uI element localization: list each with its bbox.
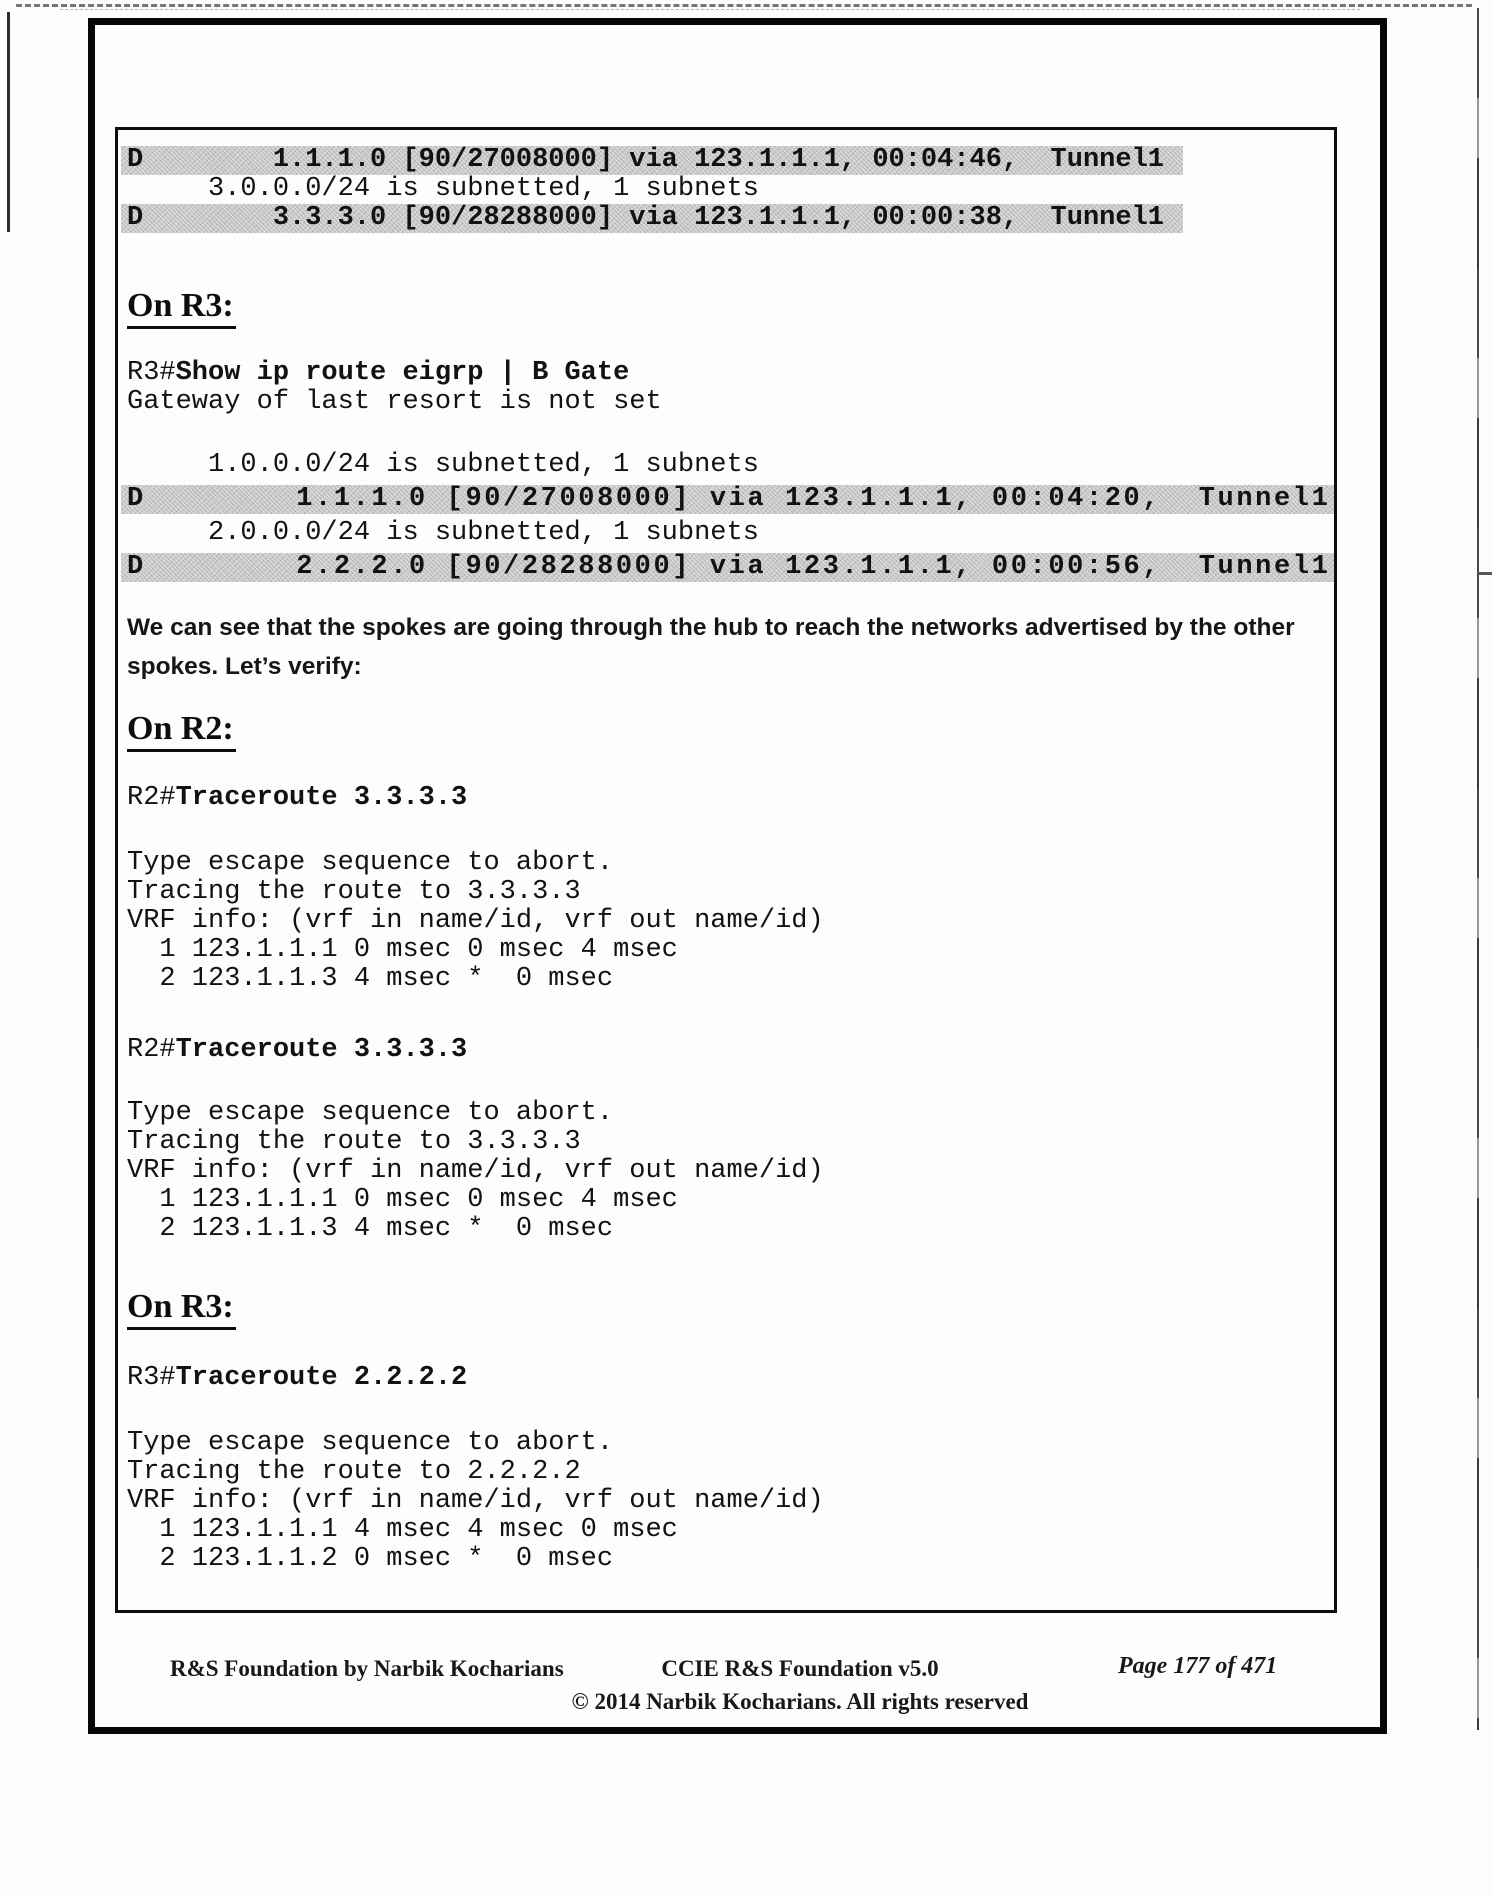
terminal-line: Type escape sequence to abort.	[127, 1428, 614, 1458]
route-line-highlighted: D 1.1.1.0 [90/27008000] via 123.1.1.1, 00:04:20, Tunnel1	[121, 485, 1337, 514]
section-heading-on-r3-2: On R3:	[127, 1288, 236, 1330]
commentary-line-1: We can see that the spokes are going through the hub to reach the networks advertised by the other	[127, 614, 1295, 641]
footer-copyright: © 2014 Narbik Kocharians. All rights reserved	[571, 1689, 1029, 1714]
footer-center-block	[540, 1656, 1060, 1715]
trace-hop-line: 1 123.1.1.1 0 msec 0 msec 4 msec	[127, 1185, 678, 1215]
cli-command-line	[127, 784, 1324, 813]
trace-hop-line: 2 123.1.1.3 4 msec * 0 msec	[127, 1214, 614, 1244]
subnet-line: 2.0.0.0/24 is subnetted, 1 subnets	[127, 518, 759, 548]
terminal-line: VRF info: (vrf in name/id, vrf out name/id)	[127, 1486, 824, 1516]
scan-artifact-top-edge	[16, 4, 1472, 7]
terminal-line: Tracing the route to 2.2.2.2	[127, 1457, 581, 1487]
terminal-line: Gateway of last resort is not set	[127, 387, 662, 417]
cli-command-line	[127, 1364, 1324, 1393]
commentary-line-2: spokes. Let’s verify:	[127, 653, 362, 680]
scan-artifact-top-edge-2	[60, 9, 1360, 10]
trace-hop-line: 2 123.1.1.3 4 msec * 0 msec	[127, 964, 614, 994]
footer-book-title: R&S Foundation by Narbik Kocharians	[170, 1656, 564, 1681]
cli-command: Traceroute 3.3.3.3	[175, 783, 468, 813]
cli-prompt: R2#	[127, 1035, 176, 1065]
cli-command-line	[127, 1036, 1324, 1065]
terminal-line: Type escape sequence to abort.	[127, 1098, 614, 1128]
cli-command-line	[127, 359, 1324, 388]
section-heading-on-r3: On R3:	[127, 287, 236, 329]
scan-artifact-right-edge	[1477, 8, 1479, 1730]
section-heading-on-r2: On R2:	[127, 710, 236, 752]
terminal-line: VRF info: (vrf in name/id, vrf out name/id)	[127, 1156, 824, 1186]
scan-artifact-left-edge	[7, 12, 10, 232]
route-line-highlighted: D 2.2.2.0 [90/28288000] via 123.1.1.1, 00:00:56, Tunnel1	[121, 553, 1337, 582]
route-block	[127, 450, 1331, 582]
trace-hop-line: 1 123.1.1.1 4 msec 4 msec 0 msec	[127, 1515, 678, 1545]
trace-hop-line: 1 123.1.1.1 0 msec 0 msec 4 msec	[127, 935, 678, 965]
terminal-line: Type escape sequence to abort.	[127, 848, 614, 878]
terminal-output-box	[115, 127, 1337, 1613]
trace-hop-line: 2 123.1.1.2 0 msec * 0 msec	[127, 1544, 614, 1574]
cli-prompt: R3#	[127, 358, 176, 388]
scan-artifact-right-dash	[1478, 572, 1492, 575]
footer-edition: CCIE R&S Foundation v5.0	[661, 1656, 939, 1681]
commentary-text	[127, 608, 1324, 686]
cli-command: Show ip route eigrp | B Gate	[175, 358, 630, 388]
cli-command: Traceroute 2.2.2.2	[175, 1363, 468, 1393]
cli-command: Traceroute 3.3.3.3	[175, 1035, 468, 1065]
terminal-line: Tracing the route to 3.3.3.3	[127, 1127, 581, 1157]
footer-page-number: Page 177 of 471	[1118, 1653, 1278, 1679]
terminal-line: Tracing the route to 3.3.3.3	[127, 877, 581, 907]
cli-prompt: R2#	[127, 783, 176, 813]
route-line-highlighted: D 1.1.1.0 [90/27008000] via 123.1.1.1, 00:04:46, Tunnel1	[121, 146, 1183, 175]
subnet-line: 3.0.0.0/24 is subnetted, 1 subnets	[127, 174, 759, 204]
terminal-line: VRF info: (vrf in name/id, vrf out name/id)	[127, 906, 824, 936]
subnet-line: 1.0.0.0/24 is subnetted, 1 subnets	[127, 450, 759, 480]
cli-prompt: R3#	[127, 1363, 176, 1393]
route-line-highlighted: D 3.3.3.0 [90/28288000] via 123.1.1.1, 00:00:38, Tunnel1	[121, 204, 1183, 233]
